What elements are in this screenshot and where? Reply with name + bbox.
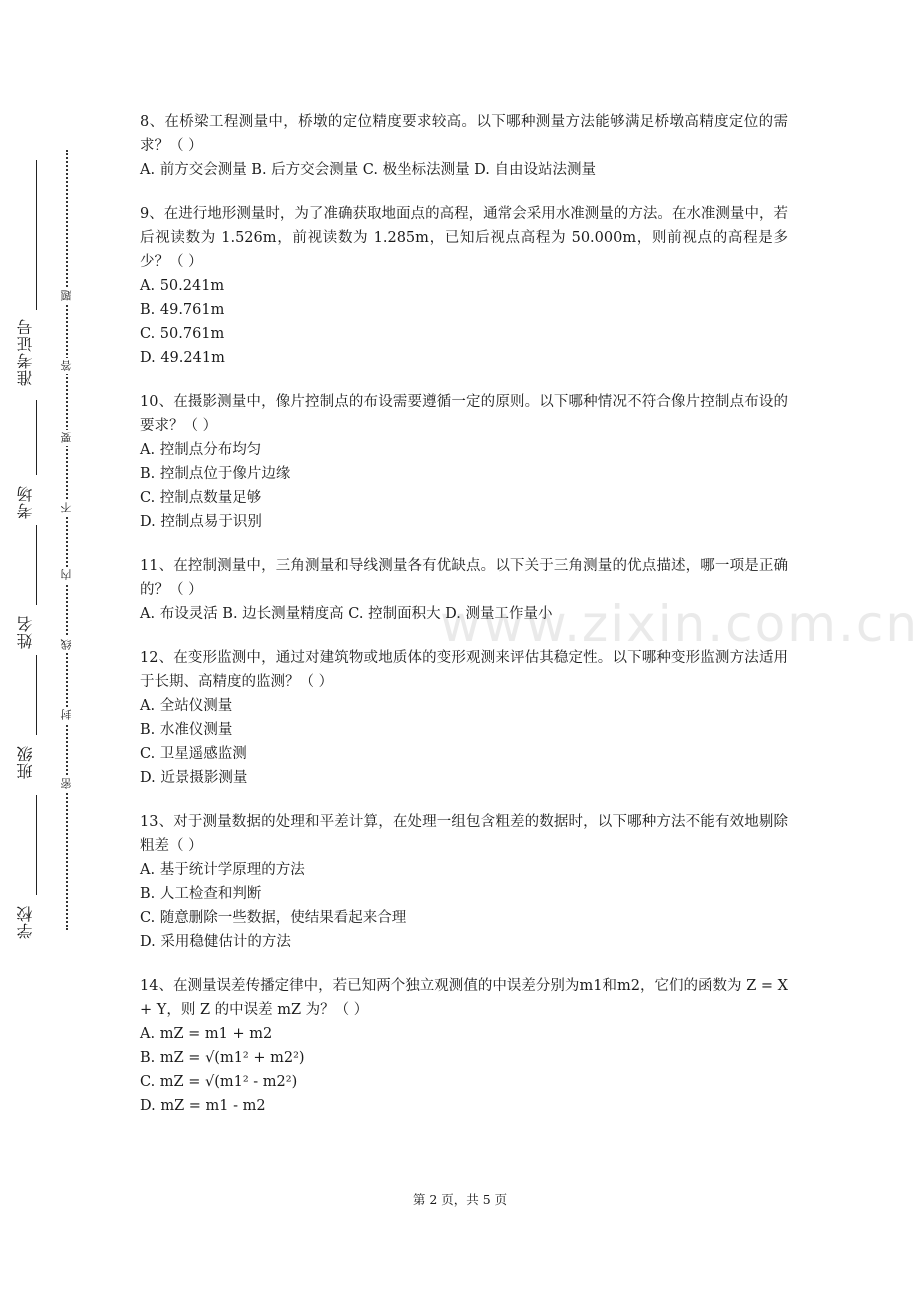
question-stem: 9、在进行地形测量时，为了准确获取地面点的高程，通常会采用水准测量的方法。在水准测量中，若后视读数为 1.526m，前视读数为 1.285m，已知后视点高程为 50.000m，则前视点的高程是多少？（ ） [140,206,788,270]
question-stem: 13、对于测量数据的处理和平差计算，在处理一组包含粗差的数据时，以下哪种方法不能有效地剔除粗差（ ） [140,814,788,854]
seal-char: 不 [59,500,73,516]
seal-char: 线 [59,637,73,653]
question-13 [140,810,788,954]
question-stem: 10、在摄影测量中，像片控制点的布设需要遵循一定的原则。以下哪种情况不符合像片控制点布设的要求？（ ） [140,394,788,434]
option-d: D. 控制点易于识别 [140,514,262,530]
watermark: www.zixin.com.cn [440,595,920,653]
option-b: B. mZ = √(m1² + m2²) [140,1050,305,1066]
question-options: A. 布设灵活 B. 边长测量精度高 C. 控制面积大 D. 测量工作量小 [140,606,553,622]
seal-char: 封 [59,707,73,723]
option-c: C. 随意删除一些数据，使结果看起来合理 [140,910,407,926]
question-options: A. 前方交会测量 B. 后方交会测量 C. 极坐标法测量 D. 自由设站法测量 [140,162,597,178]
field-name-label: 姓名 [16,615,35,649]
question-14 [140,974,788,1118]
question-9 [140,202,788,370]
question-12 [140,646,788,790]
field-room-line [36,400,37,475]
field-exam-id-label: 准考证号 [16,318,35,386]
option-b: B. 控制点位于像片边缘 [140,466,291,482]
question-stem: 8、在桥梁工程测量中，桥墩的定位精度要求较高。以下哪种测量方法能够满足桥墩高精度定位的需求？（ ） [140,114,788,154]
option-a: A. mZ = m1 + m2 [140,1026,273,1042]
option-d: D. 49.241m [140,350,225,366]
field-class-line [36,655,37,735]
seal-char: 内 [59,567,73,583]
option-c: C. mZ = √(m1² - m2²) [140,1074,298,1090]
field-school-label: 学校 [16,905,35,939]
option-a: A. 50.241m [140,278,225,294]
option-a: A. 基于统计学原理的方法 [140,862,305,878]
field-room-label: 考场 [16,485,35,519]
binding-margin [0,0,110,1302]
seal-char: 题 [59,288,73,304]
field-class-label: 班级 [16,745,35,779]
option-c: C. 卫星遥感监测 [140,746,247,762]
option-c: C. 50.761m [140,326,225,342]
page-number: 第 2 页，共 5 页 [412,1192,508,1207]
question-8 [140,110,788,182]
field-exam-id-line [36,160,37,310]
option-a: A. 全站仪测量 [140,698,233,714]
seal-char: 答 [59,358,73,374]
option-b: B. 水准仪测量 [140,722,233,738]
option-b: B. 人工检查和判断 [140,886,262,902]
question-stem: 12、在变形监测中，通过对建筑物或地质体的变形观测来评估其稳定性。以下哪种变形监测方法适用于长期、高精度的监测？（ ） [140,650,788,690]
option-d: D. 采用稳健估计的方法 [140,934,291,950]
seal-char: 密 [59,776,73,792]
option-a: A. 控制点分布均匀 [140,442,262,458]
question-stem: 14、在测量误差传播定律中，若已知两个独立观测值的中误差分别为m1和m2，它们的函数为 Z = X + Y，则 Z 的中误差 mZ 为？（ ） [140,978,788,1018]
question-stem: 11、在控制测量中，三角测量和导线测量各有优缺点。以下关于三角测量的优点描述，哪一项是正确的？（ ） [140,558,788,598]
question-10 [140,390,788,534]
option-c: C. 控制点数量足够 [140,490,262,506]
seal-char: 要 [59,430,73,446]
field-name-line [36,525,37,605]
field-school-line [36,795,37,895]
option-d: D. 近景摄影测量 [140,770,248,786]
option-b: B. 49.761m [140,302,225,318]
option-d: D. mZ = m1 - m2 [140,1098,266,1114]
seal-dotted-line [66,150,68,930]
